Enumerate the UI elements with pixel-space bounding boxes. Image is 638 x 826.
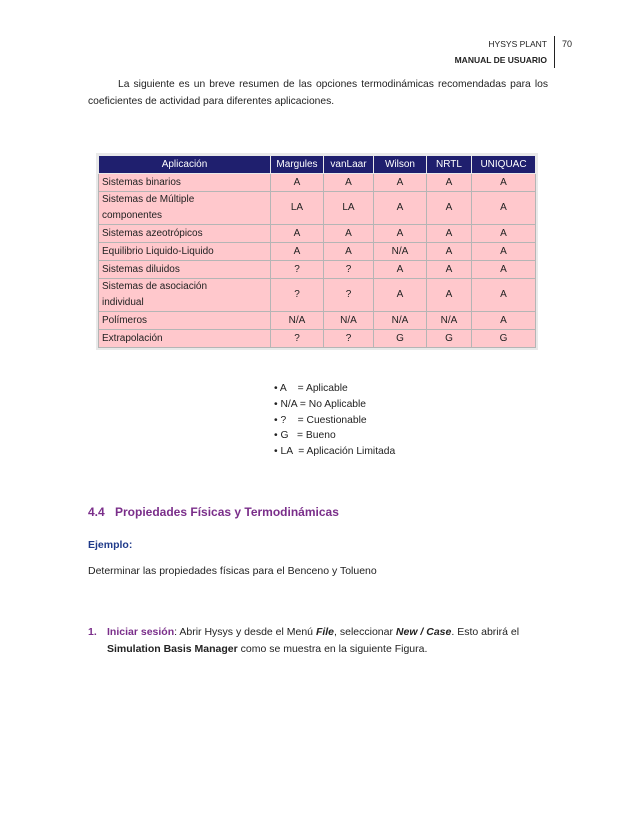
row-label: Sistemas diluidos bbox=[99, 261, 271, 279]
intro-paragraph bbox=[88, 76, 548, 110]
row-label-line2: componentes bbox=[102, 210, 163, 221]
table-cell: LA bbox=[324, 192, 374, 225]
table-cell: A bbox=[472, 261, 536, 279]
table-row bbox=[99, 312, 536, 330]
table-cell: A bbox=[271, 243, 324, 261]
table-cell: N/A bbox=[374, 312, 427, 330]
column-header: Margules bbox=[271, 156, 324, 174]
task-description: Determinar las propiedades físicas para el Benceno y Tolueno bbox=[88, 565, 377, 577]
row-label-line2: individual bbox=[102, 297, 144, 308]
table-cell: G bbox=[472, 330, 536, 348]
table-cell: A bbox=[374, 261, 427, 279]
intro-text: La siguiente es un breve resumen de las opciones termodinámicas recomendadas para los coeficientes de actividad para diferentes aplicaciones. bbox=[88, 79, 548, 107]
table-cell: G bbox=[427, 330, 472, 348]
row-label: Sistemas binarios bbox=[99, 174, 271, 192]
legend-item: • ? = Cuestionable bbox=[274, 414, 367, 426]
row-label: Extrapolación bbox=[99, 330, 271, 348]
column-header: UNIQUAC bbox=[472, 156, 536, 174]
table-cell: A bbox=[374, 225, 427, 243]
table-cell: A bbox=[374, 174, 427, 192]
step-1 bbox=[88, 624, 558, 658]
activity-models-table bbox=[96, 153, 538, 350]
table-cell: A bbox=[427, 243, 472, 261]
step-text: . Esto abrirá el bbox=[451, 626, 520, 638]
table-cell: A bbox=[427, 174, 472, 192]
table-cell: ? bbox=[324, 330, 374, 348]
table-row bbox=[99, 225, 536, 243]
table-cell: A bbox=[324, 174, 374, 192]
menu-file: File bbox=[315, 626, 335, 638]
table-cell: N/A bbox=[324, 312, 374, 330]
table-cell: LA bbox=[271, 192, 324, 225]
table-cell: A bbox=[472, 312, 536, 330]
legend-item: • LA = Aplicación Limitada bbox=[274, 446, 396, 458]
table-cell: A bbox=[472, 174, 536, 192]
column-header: Wilson bbox=[374, 156, 427, 174]
example-label: Ejemplo: bbox=[88, 539, 133, 551]
table-cell: A bbox=[271, 225, 324, 243]
table-row bbox=[99, 261, 536, 279]
legend-item: • N/A = No Aplicable bbox=[274, 398, 367, 410]
row-label-line1: Sistemas de asociación bbox=[102, 281, 208, 292]
table-cell: A bbox=[324, 243, 374, 261]
table-row bbox=[99, 174, 536, 192]
table-cell: ? bbox=[271, 279, 324, 312]
row-label bbox=[99, 192, 271, 225]
table-cell: A bbox=[374, 279, 427, 312]
table-header-row bbox=[99, 156, 536, 174]
row-label: Sistemas azeotrópicos bbox=[99, 225, 271, 243]
step-text: : Abrir Hysys y desde el Menú bbox=[174, 626, 316, 638]
page-number: 70 bbox=[562, 39, 573, 49]
legend-item: • A = Aplicable bbox=[274, 383, 348, 394]
table-cell: N/A bbox=[271, 312, 324, 330]
step-text: como se muestra en la siguiente Figura. bbox=[237, 643, 428, 655]
table-cell: G bbox=[374, 330, 427, 348]
page-header bbox=[455, 36, 547, 68]
table-row bbox=[99, 243, 536, 261]
table-row bbox=[99, 330, 536, 348]
table-cell: A bbox=[374, 192, 427, 225]
table-row bbox=[99, 279, 536, 312]
section-number: 4.4 bbox=[88, 505, 105, 519]
table-cell: A bbox=[427, 279, 472, 312]
section-heading bbox=[88, 505, 339, 519]
table-cell: A bbox=[324, 225, 374, 243]
table-cell: A bbox=[472, 225, 536, 243]
row-label bbox=[99, 279, 271, 312]
table-cell: N/A bbox=[374, 243, 427, 261]
column-header: vanLaar bbox=[324, 156, 374, 174]
table-cell: A bbox=[271, 174, 324, 192]
table-cell: A bbox=[427, 192, 472, 225]
table-cell: ? bbox=[324, 279, 374, 312]
header-divider bbox=[554, 36, 555, 68]
row-label-line1: Sistemas de Múltiple bbox=[102, 194, 195, 205]
column-header: NRTL bbox=[427, 156, 472, 174]
table-cell: A bbox=[472, 192, 536, 225]
row-label: Equilibrio Liquido-Liquido bbox=[99, 243, 271, 261]
legend-item: • G = Bueno bbox=[274, 430, 336, 442]
table-cell: A bbox=[427, 261, 472, 279]
simulation-basis-manager: Simulation Basis Manager bbox=[107, 643, 238, 655]
table-row bbox=[99, 192, 536, 225]
header-subtitle: MANUAL DE USUARIO bbox=[454, 55, 547, 65]
header-title: HYSYS PLANT bbox=[488, 39, 547, 49]
table-cell: ? bbox=[271, 330, 324, 348]
step-number: 1. bbox=[88, 626, 97, 638]
table-cell: A bbox=[472, 279, 536, 312]
table-cell: A bbox=[472, 243, 536, 261]
section-title: Propiedades Físicas y Termodinámicas bbox=[115, 505, 339, 519]
table-cell: ? bbox=[324, 261, 374, 279]
table-cell: A bbox=[427, 225, 472, 243]
menu-new-case: New / Case bbox=[395, 626, 452, 638]
step-text: , seleccionar bbox=[334, 626, 396, 638]
table-cell: ? bbox=[271, 261, 324, 279]
step-keyword: Iniciar sesión bbox=[107, 626, 175, 638]
table-legend bbox=[274, 381, 395, 460]
row-label: Polímeros bbox=[99, 312, 271, 330]
table-cell: N/A bbox=[427, 312, 472, 330]
column-header: Aplicación bbox=[99, 156, 271, 174]
